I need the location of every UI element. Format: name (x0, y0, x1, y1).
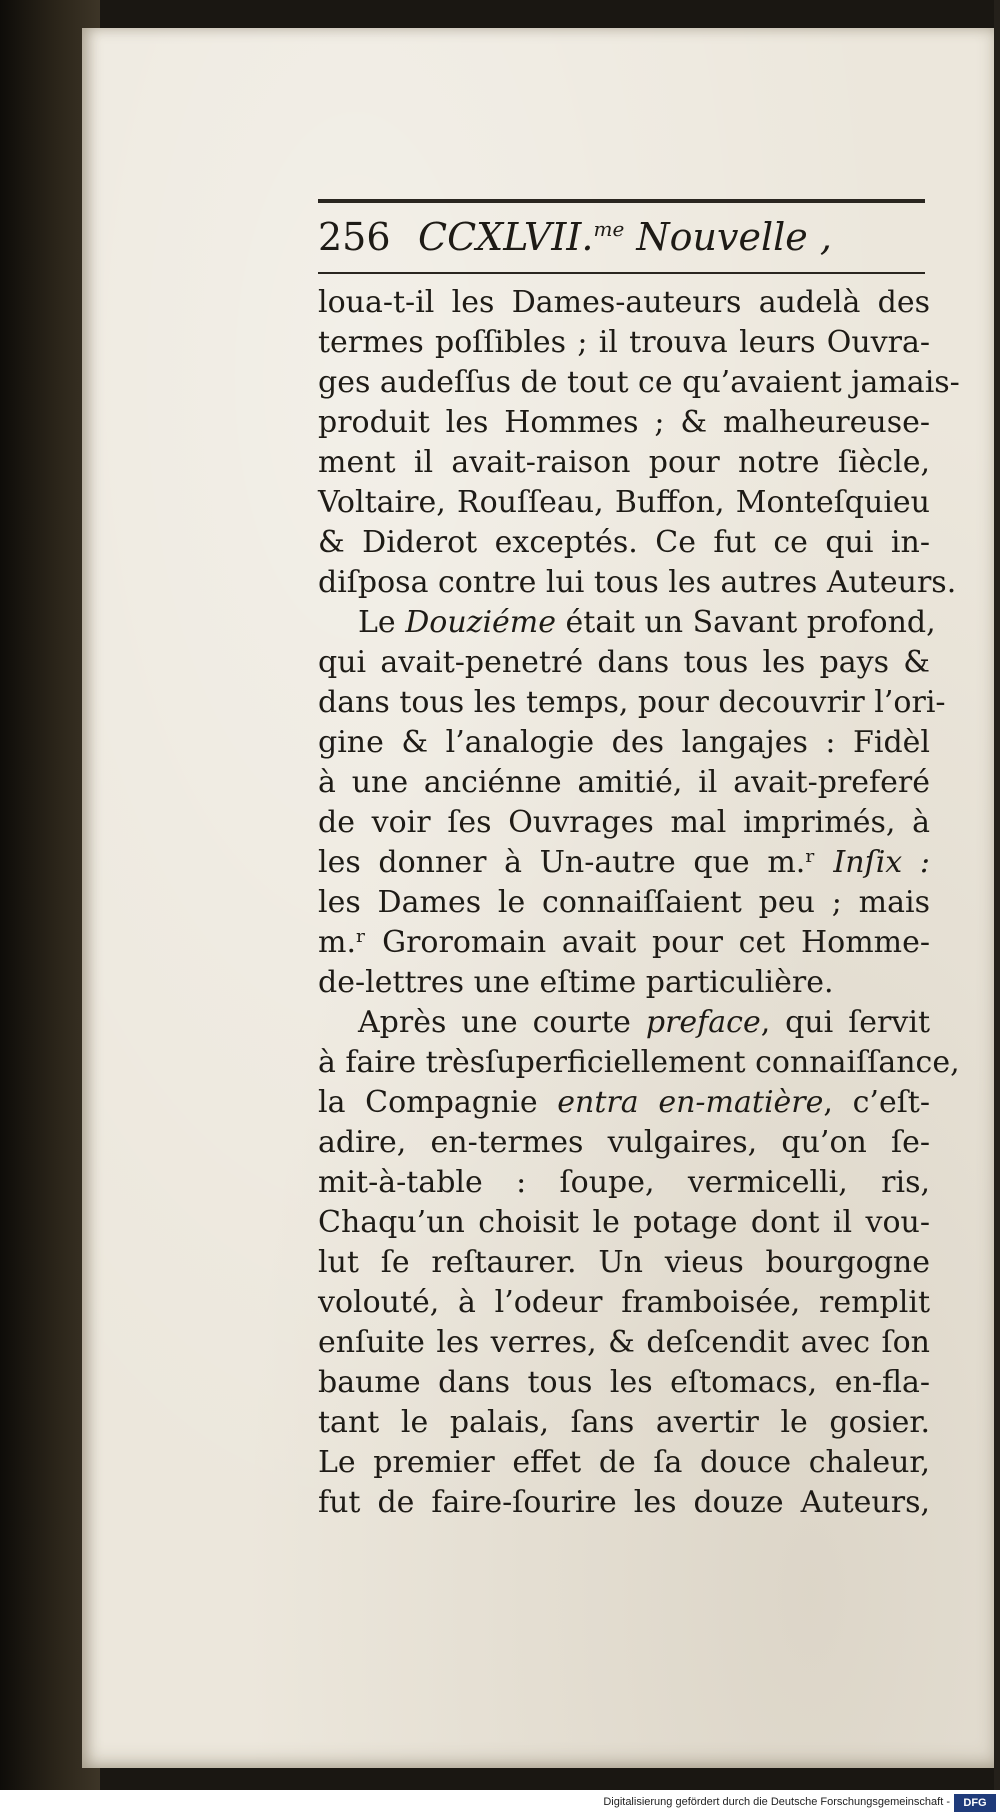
text-segment: était un Savant profond, (556, 605, 936, 640)
text-line (318, 483, 930, 523)
header-rule-top (318, 199, 925, 203)
text-segment: Le premier effet de ſa douce chaleur, (318, 1445, 930, 1480)
text-segment: la Compagnie (318, 1085, 558, 1120)
dfg-logo: DFG (954, 1794, 996, 1812)
text-line (318, 523, 930, 563)
text-segment: , qui ſervit (760, 1005, 930, 1040)
text-segment: de-lettres une eſtime particulière. (318, 965, 834, 1000)
text-segment: dans tous les temps, pour decouvrir l’ori- (318, 685, 946, 720)
text-segment: termes poſſibles ; il trouva leurs Ouvra- (318, 325, 930, 360)
page-number: 256 (318, 215, 391, 259)
italic-text: Inſix : (833, 845, 930, 880)
text-line (318, 1323, 930, 1363)
text-line (318, 643, 930, 683)
text-segment: adire, en-termes vulgaires, qu’on ſe- (318, 1125, 930, 1160)
text-segment: les Dames le connaiſſaient peu ; mais (318, 885, 930, 920)
text-segment: Voltaire, Rouſſeau, Buffon, Monteſquieu (318, 485, 930, 520)
running-header (318, 206, 925, 268)
text-line (318, 563, 957, 603)
text-line (318, 603, 936, 643)
text-line (318, 283, 930, 323)
text-line (318, 763, 930, 803)
text-segment: ment il avait-raison pour notre ſiècle, (318, 445, 930, 480)
text-segment: fut de faire-ſourire les douze Auteurs, (318, 1485, 930, 1520)
body-text (318, 283, 960, 1523)
text-segment: enſuite les verres, & deſcendit avec ſon (318, 1325, 930, 1360)
text-segment: qui avait-penetré dans tous les pays & (318, 645, 930, 680)
header-rule-bottom (318, 272, 925, 274)
text-line (318, 883, 930, 923)
text-segment: à faire trèsſuperficiellement connaiſſance, (318, 1045, 960, 1080)
text-line (318, 843, 930, 883)
italic-text: Douziéme (405, 605, 557, 640)
text-line (318, 403, 930, 443)
text-line (318, 683, 946, 723)
text-segment: Après une courte (358, 1005, 646, 1040)
text-segment: les donner à Un-autre que m.ʳ (318, 845, 834, 880)
text-segment: baume dans tous les eſtomacs, en-fla- (318, 1365, 930, 1400)
text-line (318, 1283, 930, 1323)
text-line (318, 923, 930, 963)
text-line (318, 323, 930, 363)
text-line (318, 1363, 930, 1403)
text-segment: gine & l’analogie des langajes : Fidèl (318, 725, 930, 760)
text-segment: volouté, à l’odeur framboisée, remplit (318, 1285, 930, 1320)
text-segment: à une anciénne amitié, il avait-preferé (318, 765, 930, 800)
italic-text: preface (645, 1005, 761, 1040)
text-segment: de voir ſes Ouvrages mal imprimés, à (318, 805, 930, 840)
text-line (318, 1403, 930, 1443)
text-line (318, 1123, 930, 1163)
text-line (318, 1003, 930, 1043)
text-segment: m.ʳ Groromain avait pour cet Homme- (318, 925, 930, 960)
running-title: CCXLVII.$^{me}$ Nouvelle , (418, 215, 832, 259)
text-line (318, 1043, 960, 1083)
text-segment: mit-à-table : ſoupe, vermicelli, ris, (318, 1165, 930, 1200)
text-line (318, 1243, 930, 1283)
text-segment: produit les Hommes ; & malheureuse- (318, 405, 930, 440)
page-edge (994, 0, 1000, 1790)
text-segment: Le (358, 605, 406, 640)
text-line (318, 1163, 930, 1203)
text-segment: lut ſe reſtaurer. Un vieus bourgogne (318, 1245, 930, 1280)
text-line (318, 803, 930, 843)
text-line (318, 963, 930, 1003)
text-segment: ges audeſſus de tout ce qu’avaient jamais- (318, 365, 960, 400)
text-segment: & Diderot exceptés. Ce fut ce qui in- (318, 525, 930, 560)
text-segment: Chaqu’un choisit le potage dont il vou- (318, 1205, 930, 1240)
text-line (318, 1483, 930, 1523)
text-line (318, 1203, 930, 1243)
text-segment: , c’eſt- (823, 1085, 931, 1120)
text-line (318, 443, 930, 483)
text-line (318, 363, 960, 403)
text-line (318, 1083, 930, 1123)
italic-text: entra en-matière (557, 1085, 824, 1120)
digitization-note: Digitalisierung gefördert durch die Deutsche Forschungsgemeinschaft - (603, 1796, 950, 1808)
text-line (318, 1443, 930, 1483)
text-segment: loua-t-il les Dames-auteurs audelà des (318, 285, 930, 320)
text-segment: diſposa contre lui tous les autres Auteurs. (318, 565, 957, 600)
text-line (318, 723, 930, 763)
text-segment: tant le palais, ſans avertir le gosier. (318, 1405, 930, 1440)
